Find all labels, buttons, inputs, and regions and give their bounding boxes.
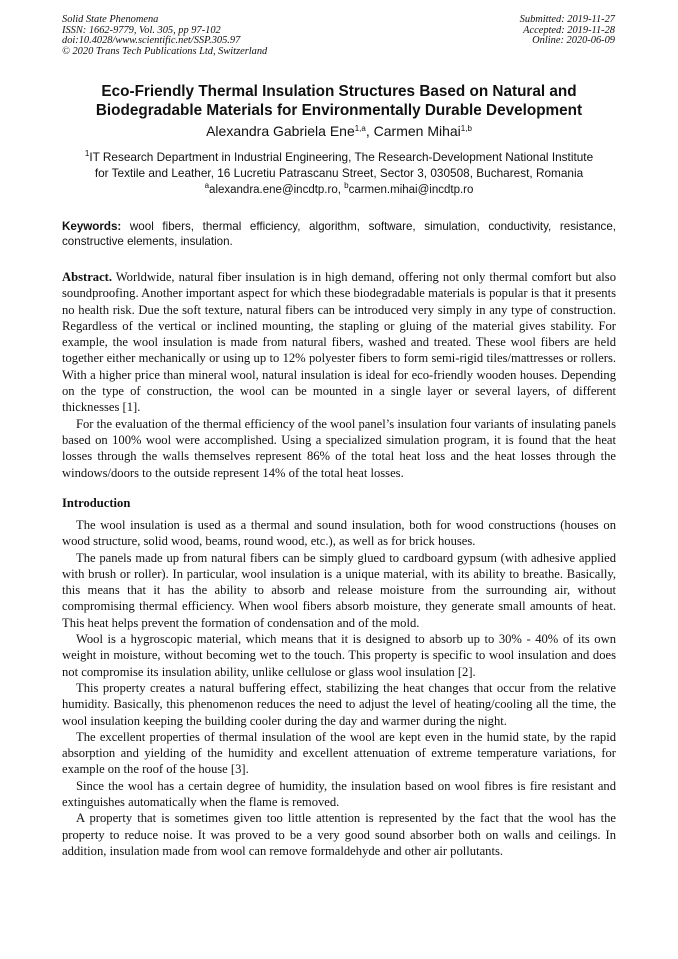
copyright: © 2020 Trans Tech Publications Ltd, Switzerland: [62, 45, 268, 57]
author-name: Alexandra Gabriela Ene: [206, 123, 355, 139]
intro-paragraph: Wool is a hygroscopic material, which means that it is designed to absorb up to 30% - 40% of its own weight in moisture, without becoming wet to the touch. This property is specific to wool insulation and does not compromise its insulation ability, unlike cellulose or glass wool insulation [2].: [62, 632, 616, 679]
section-heading-introduction: Introduction: [62, 496, 131, 510]
abstract-paragraph: For the evaluation of the thermal efficiency of the wool panel’s insulation four variants of insulating panels based on 100% wool were accomplished. Using a specialized simulation program, it is found that the heat losses through the walls themselves represent 86% of the total heat loss and the heat losses through the windows/doors to the outside represent 14% of the total heat losses.: [62, 416, 616, 480]
author-superscript: 1,a: [354, 124, 366, 133]
online-date: Online: 2020-06-09: [532, 35, 615, 46]
title-line-1: Eco-Friendly Thermal Insulation Structures Based on Natural and: [101, 83, 577, 100]
email-link[interactable]: carmen.mihai@incdtp.ro: [348, 184, 474, 196]
submitted-date: Submitted: 2019-11-27: [519, 14, 615, 25]
email-superscript: b: [344, 181, 349, 190]
accepted-date: Accepted: 2019-11-28: [523, 24, 615, 36]
journal-name: Solid State Phenomena: [62, 14, 159, 25]
author-name: Carmen Mihai: [373, 123, 461, 139]
affiliation-superscript: 1: [84, 149, 90, 158]
publication-dates: [520, 15, 615, 47]
introduction-section: [62, 517, 616, 859]
author-emails: [62, 183, 616, 197]
author-list: [62, 122, 616, 140]
intro-paragraph: The panels made up from natural fibers can be simply glued to cardboard gypsum (with adhesive applied with brush or roller). In particular, wool insulation is a unique material, with its ability to breathe. Basically, this means that it has the ability to absorb and release moisture from the surrounding air, without compromising thermal efficiency. When wool fibers absorb moisture, they generate small amounts of heat. This heat helps prevent the formation of condensation and of the mold.: [62, 550, 616, 630]
issn-volume: ISSN: 1662-9779, Vol. 305, pp 97-102: [62, 24, 221, 36]
keywords-label: Keywords:: [62, 220, 122, 233]
title-line-2: Biodegradable Materials for Environmentally Durable Development: [95, 101, 583, 119]
email-link[interactable]: alexandra.ene@incdtp.ro: [209, 184, 338, 196]
intro-paragraph: Since the wool has a certain degree of humidity, the insulation based on wool fibres is fire resistant and extinguishes automatically when the flame is removed.: [62, 778, 616, 810]
affiliation-line-2: for Textile and Leather, 16 Lucretiu Patrascanu Street, Sector 3, 030508, Bucharest, Romania: [94, 166, 584, 180]
email-superscript: a: [204, 181, 210, 190]
paper-title: [62, 83, 616, 120]
abstract-section: [62, 269, 616, 481]
email-separator: ,: [337, 184, 345, 196]
abstract-label: Abstract.: [62, 270, 113, 284]
intro-paragraph: The wool insulation is used as a thermal and sound insulation, both for wood constructions (houses on wood structure, solid wood, beams, round wood, etc.), as well as for brick houses.: [62, 518, 616, 549]
keywords: [62, 219, 616, 250]
author-superscript: 1,b: [460, 124, 472, 133]
abstract-paragraph: Worldwide, natural fiber insulation is in high demand, offering not only thermal comfort but also soundproofing. Another important aspect for which these biodegradable materials is popular is that it presents no health risk. Due the soft texture, natural fibers can be introduced very simply in any type of construction. Regardless of the vertical or inclined mounting, the stapling or gluing of the material gives stability. For example, the wool insulation is made from natural fibers, washed and treated. These wool fibers are held together either mechanically or using up to 12% polyester fibers to form semi-rigid tiles/mattresses or rollers. With a higher price than mineral wool, natural insulation is ideal for eco-friendly wooden houses. Depending on the type of construction, the wool can be mounted in a single layer or several layers, of different thicknesses [1].: [62, 270, 616, 415]
intro-paragraph: This property creates a natural buffering effect, stabilizing the heat changes that occur from the relative humidity. Basically, this phenomenon reduces the need to adjust the level of heating/cooling all the time, the wool insulation keeping the building cooler during the day and warmer during the night.: [62, 680, 616, 728]
affiliation-line-1: IT Research Department in Industrial Engineering, The Research-Development National Institute: [89, 150, 594, 164]
keywords-text: wool fibers, thermal efficiency, algorithm, software, simulation, conductivity, resistance, constructive elements, insulation.: [62, 220, 616, 249]
author-separator: ,: [365, 123, 374, 139]
affiliation: [62, 149, 616, 181]
intro-paragraph: A property that is sometimes given too little attention is represented by the fact that the wool has the property to reduce noise. It was proved to be a very good sound absorber both on walls and ceilings. In addition, insulation made from wool can remove formaldehyde and other air pollutants.: [62, 811, 616, 858]
doi: doi:10.4028/www.scientific.net/SSP.305.97: [62, 35, 241, 46]
intro-paragraph: The excellent properties of thermal insulation of the wool are kept even in the humid state, by the rapid absorption and yielding of the humidity and excellent attenuation of extreme temperature variations, for example on the roof of the house [3].: [62, 729, 616, 777]
journal-info: [62, 15, 267, 57]
